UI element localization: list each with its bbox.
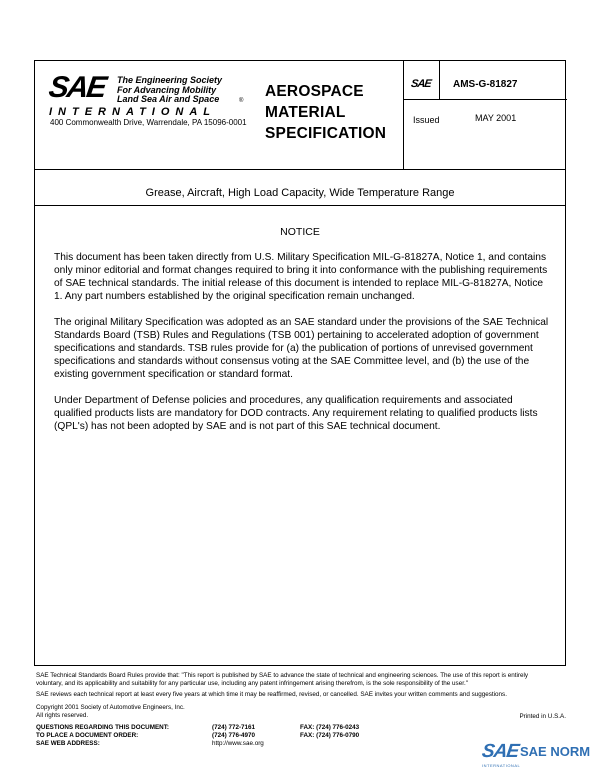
sae-logo-tagline: [117, 76, 222, 105]
notice-heading: NOTICE: [280, 226, 320, 238]
sae-logo: [46, 71, 249, 118]
web-address-link[interactable]: http://www.sae.org: [212, 740, 264, 747]
notice-paragraph: This document has been taken directly from U.S. Military Specification MIL-G-81827A, Notice 1, and contains only minor editorial and format changes required to bring it into conformance with the publishing requirements of SAE technical standards. The initial release of this document is intended to replace MIL-G-81827A, Notice 1. Any part numbers established by the original specification remain unchanged.: [54, 252, 548, 302]
docnum-divider: [403, 99, 567, 100]
contact-phone: (724) 776-4970: [212, 732, 256, 739]
stamp-mark: SAE: [480, 741, 520, 762]
sae-norm-stamp: [482, 742, 592, 772]
contact-phone: (724) 772-7161: [212, 724, 256, 731]
registered-mark: ®: [239, 98, 244, 104]
title-line-2: MATERIAL: [265, 104, 346, 121]
notice-paragraph: Under Department of Defense policies and procedures, any qualification requirements and associated qualified products lists are mandatory for DOD contracts. Any requirement relating to qualified products lists (QPL's) has not been adopted by SAE and is not part of this SAE technical document.: [54, 395, 538, 432]
header-vertical-divider: [403, 61, 404, 169]
contact-fax: FAX: (724) 776-0790: [300, 732, 360, 739]
stamp-word: SAE NORM: [520, 744, 591, 759]
mini-logo-divider: [439, 61, 440, 99]
copyright-line: Copyright 2001 Society of Automotive Engineers, Inc.: [36, 704, 185, 711]
notice-paragraph: The original Military Specification was adopted as an SAE standard under the provisions of the SAE Technical Standards Board (TSB) Rules and Regulations (TSB 001) pertaining to accelerated adoption of government specifications and standards. TSB rules provide for (a) the publication of portions of unrevised government specifications and standards without consensus voting at the SAE Committee level, and (b) the use of the existing government specification or standard format.: [54, 317, 549, 380]
header-frame: [34, 60, 566, 666]
document-subject: Grease, Aircraft, High Load Capacity, Wide Temperature Range: [145, 187, 455, 199]
review-statement: SAE reviews each technical report at least every five years at which time it may be reaffirmed, revised, or cancelled. SAE invites your written comments and suggestions.: [36, 691, 507, 698]
title-line-3: SPECIFICATION: [265, 125, 387, 142]
stamp-small-text: INTERNATIONAL: [482, 763, 521, 768]
tagline-line-3: Land Sea Air and Space: [117, 94, 220, 104]
issued-date: MAY 2001: [475, 113, 517, 123]
document-number: AMS-G-81827: [453, 79, 518, 90]
tagline-line-1: The Engineering Society: [117, 75, 223, 85]
contact-label: SAE WEB ADDRESS:: [36, 740, 100, 747]
contact-fax: FAX: (724) 776-0243: [300, 724, 360, 731]
tsb-rules-line-2: voluntary, and its applicability and suitability for any particular use, including any patent infringement arising therefrom, is the sole responsibility of the user.": [36, 680, 468, 687]
issued-label: Issued: [413, 115, 440, 125]
contact-label: QUESTIONS REGARDING THIS DOCUMENT:: [36, 724, 169, 731]
rights-line: All rights reserved.: [36, 712, 89, 719]
notice-body: [54, 251, 552, 446]
sae-logo-international: INTERNATIONAL: [49, 106, 217, 118]
sae-mini-logo: SAE: [410, 78, 432, 90]
tsb-rules-line-1: SAE Technical Standards Board Rules provide that: "This report is published by SAE to advance the state of technical and engineering sciences. The use of this report is entirely: [36, 672, 529, 679]
document-type-title: [265, 81, 386, 144]
sae-address: 400 Commonwealth Drive, Warrendale, PA 15096-0001: [50, 118, 247, 127]
title-line-1: AEROSPACE: [265, 83, 364, 100]
contact-label: TO PLACE A DOCUMENT ORDER:: [36, 732, 139, 739]
subject-divider: [35, 205, 565, 206]
header-divider: [35, 169, 565, 170]
sae-logo-mark: SAE: [46, 71, 108, 104]
tagline-line-2: For Advancing Mobility: [117, 84, 217, 95]
printed-in: Printed in U.S.A.: [519, 713, 566, 720]
